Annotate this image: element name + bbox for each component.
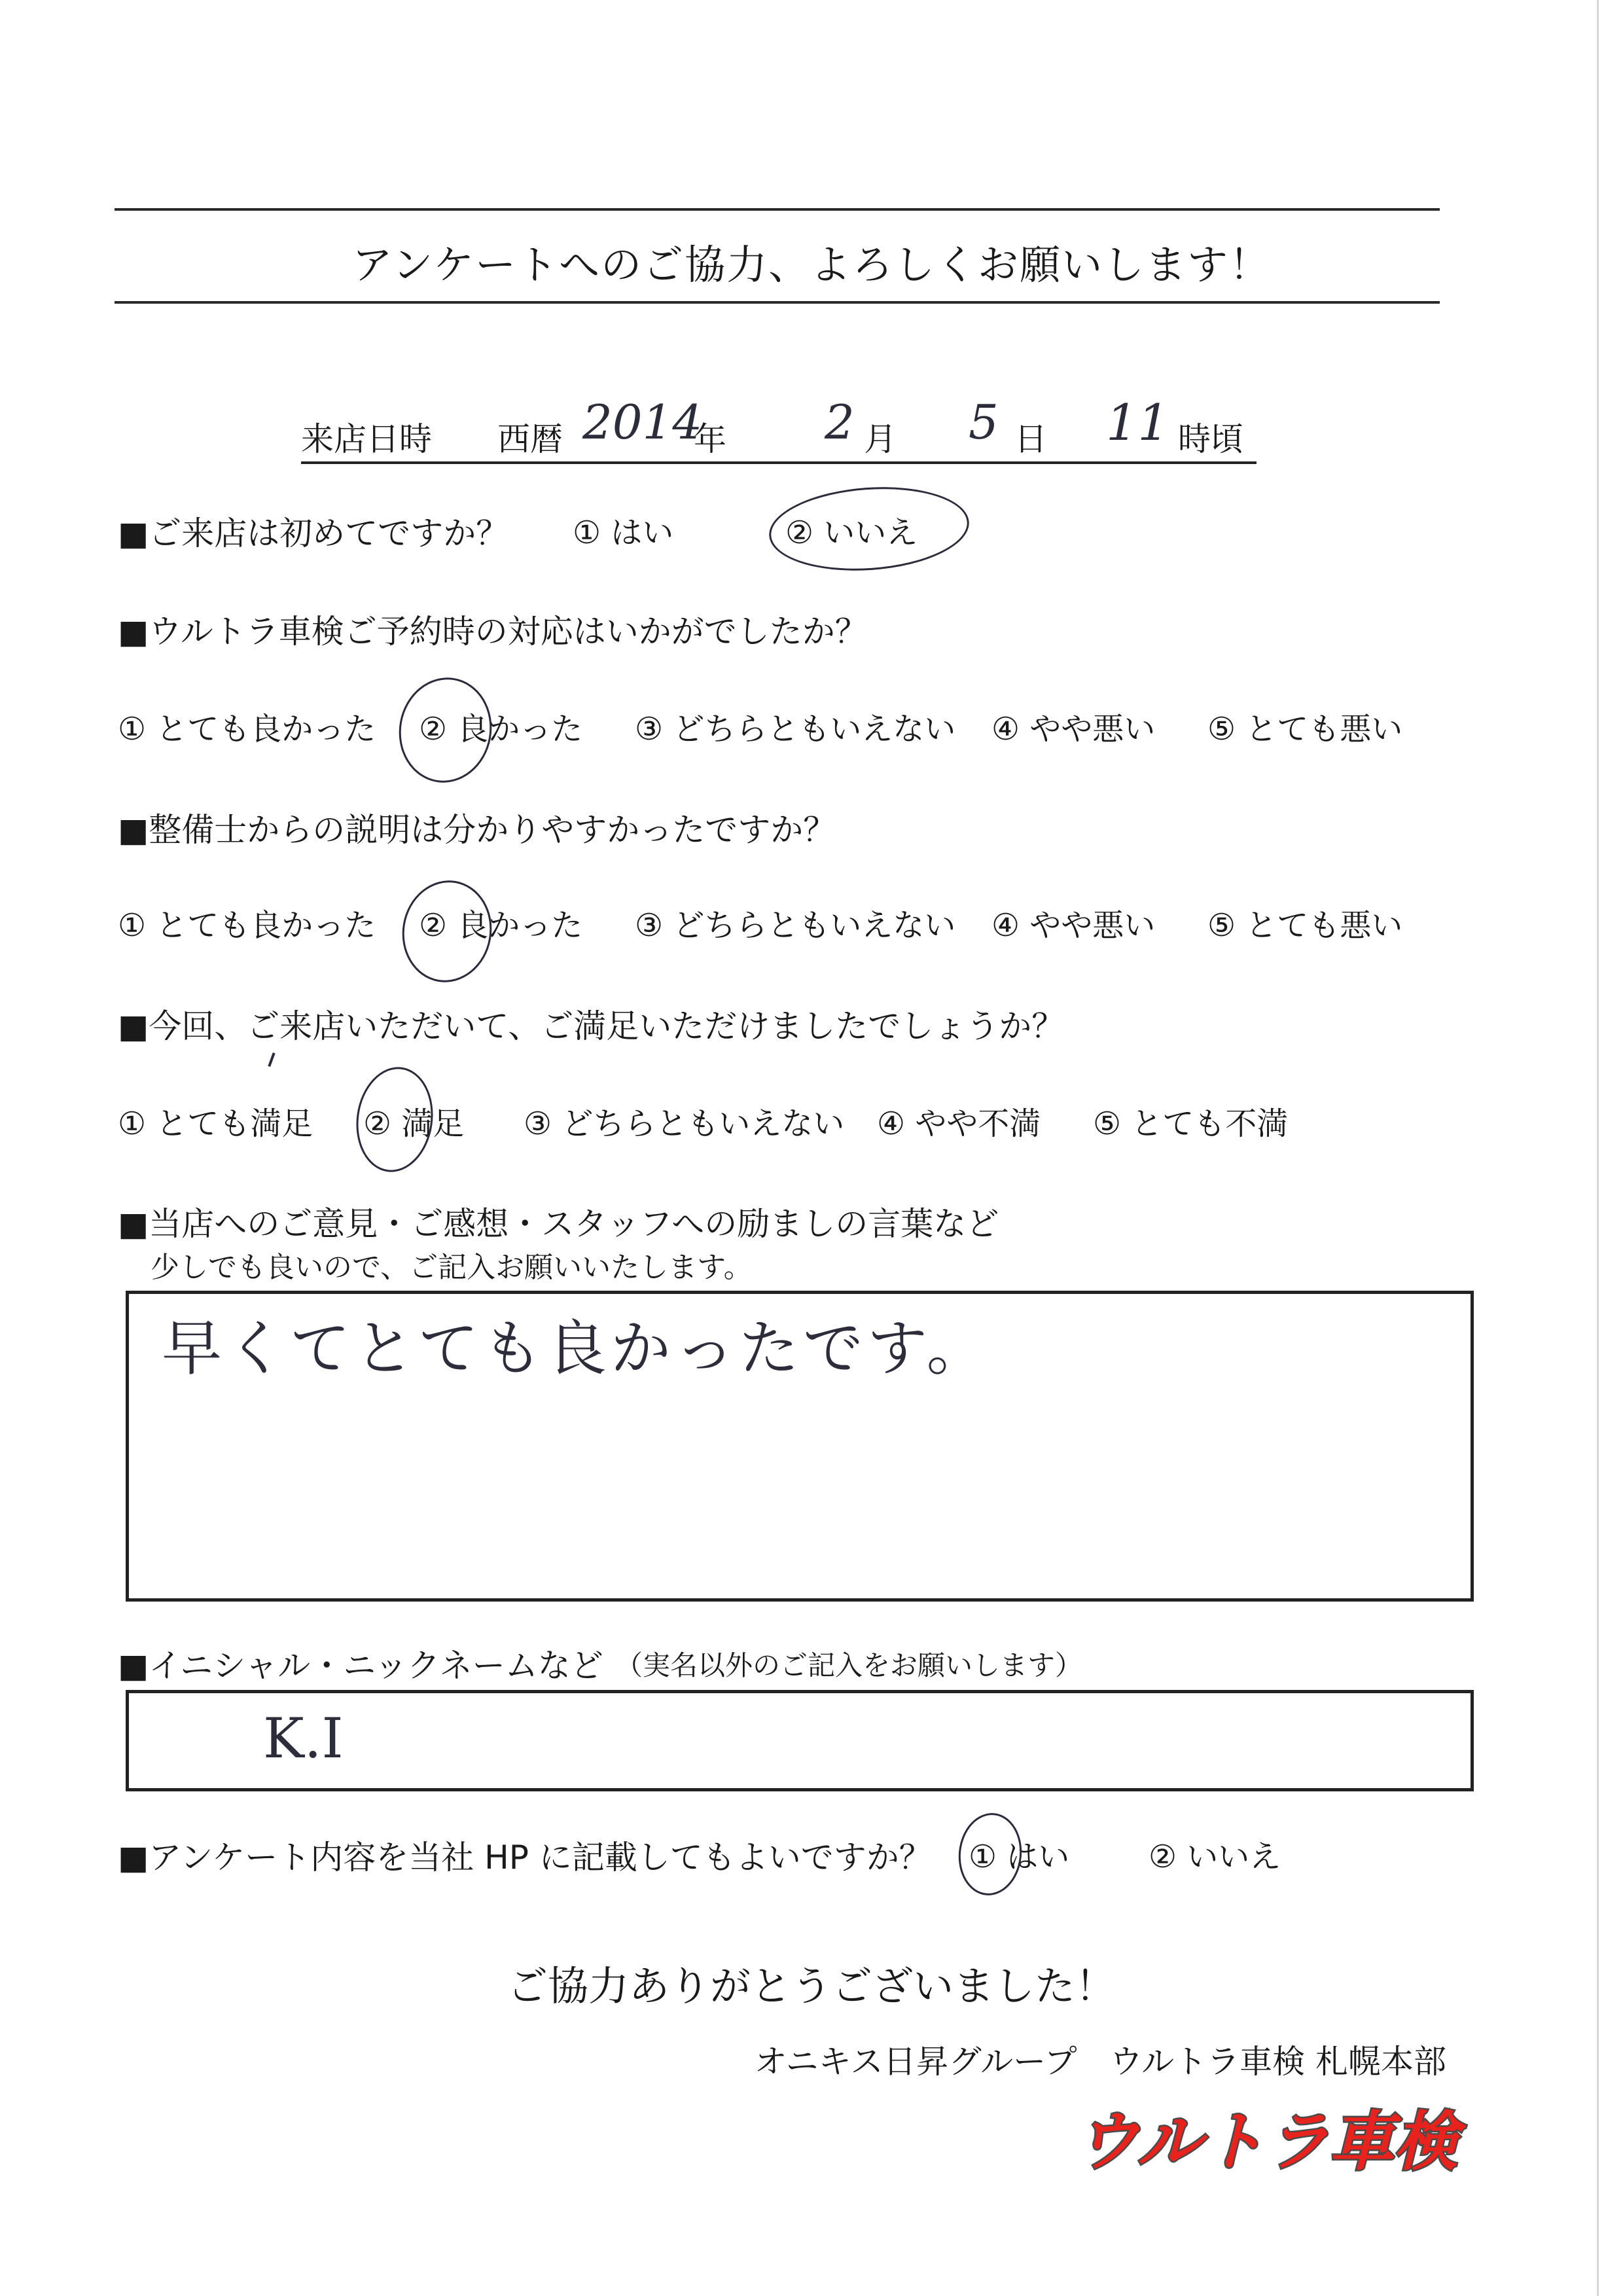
q2-option-4[interactable]: ④ やや悪い	[991, 711, 1156, 747]
publish-option-2[interactable]: ② いいえ	[1149, 1839, 1281, 1875]
q3-option-3[interactable]: ③ どちらともいえない	[635, 907, 956, 944]
visit-hour-unit: 時頃	[1178, 420, 1243, 458]
visit-date-row	[301, 393, 1257, 464]
thanks-text: ご協力ありがとうございました！	[507, 1962, 1116, 2010]
q1-option-1[interactable]: ① はい	[573, 514, 674, 551]
publish-question: ■アンケート内容を当社 HP に記載してもよいですか？	[118, 1839, 932, 1876]
q4-option-1[interactable]: ① とても満足	[118, 1105, 313, 1142]
q2-option-1[interactable]: ① とても良かった	[118, 711, 376, 747]
publish-option-1[interactable]: ① はい	[969, 1839, 1070, 1875]
header-top-rule	[115, 208, 1440, 211]
visit-year-unit: 年	[694, 420, 726, 458]
q4-option-4[interactable]: ④ やや不満	[877, 1105, 1041, 1142]
initials-note: （実名以外のご記入をお願いします）	[615, 1649, 1083, 1681]
q4-option-2[interactable]: ② 満足	[363, 1105, 465, 1142]
survey-title: アンケートへのご協力、よろしくお願いします！	[351, 241, 1272, 289]
q2-option-2[interactable]: ② 良かった	[419, 711, 583, 747]
visit-era: 西暦	[497, 420, 563, 458]
visit-year-field[interactable]: 2014	[582, 395, 703, 450]
q1-option-2[interactable]: ② いいえ	[785, 514, 918, 551]
q1-selection-circle	[766, 480, 972, 577]
scan-edge	[1597, 0, 1599, 2296]
q3-question: ■整備士からの説明は分かりやすかったですか？	[118, 811, 836, 849]
ultra-shaken-logo	[1075, 2101, 1458, 2179]
q2-option-5[interactable]: ⑤ とても悪い	[1207, 711, 1403, 747]
header-bottom-rule	[115, 301, 1440, 304]
comments-heading: ■当店へのご意見・ご感想・スタッフへの励ましの言葉など	[118, 1205, 999, 1243]
q4-option-3[interactable]: ③ どちらともいえない	[524, 1105, 845, 1142]
comments-handwritten: 早くてとても良かったです。	[162, 1314, 991, 1384]
initials-handwritten: K.I	[263, 1706, 344, 1770]
publish-selection-circle	[955, 1810, 1026, 1898]
q1-question: ■ご来店は初めてですか？	[118, 514, 509, 552]
visit-label: 来店日時	[301, 420, 432, 458]
visit-day-unit: 日	[1014, 420, 1047, 458]
q2-question: ■ウルトラ車検ご予約時の対応はいかがでしたか？	[118, 613, 868, 651]
visit-month-unit: 月	[864, 420, 897, 458]
visit-hour-field[interactable]: 11	[1106, 393, 1169, 452]
initials-heading: ■イニシャル・ニックネームなど	[118, 1647, 603, 1685]
q3-option-2[interactable]: ② 良かった	[419, 907, 583, 944]
company-name: オニキス日昇グループ ウルトラ車検 札幌本部	[754, 2043, 1446, 2081]
visit-day-field[interactable]: 5	[969, 395, 999, 450]
q3-option-1[interactable]: ① とても良かった	[118, 907, 376, 944]
q2-option-3[interactable]: ③ どちらともいえない	[635, 711, 956, 747]
visit-month-field[interactable]: 2	[825, 395, 855, 450]
q2-selection-circle	[391, 670, 500, 790]
q3-option-5[interactable]: ⑤ とても悪い	[1207, 907, 1403, 944]
q4-question: ■今回、ご来店いただいて、ご満足いただけましたでしょうか？	[118, 1007, 1065, 1045]
q4-option-5[interactable]: ⑤ とても不満	[1093, 1105, 1289, 1142]
q3-selection-circle	[394, 873, 499, 989]
logo-text: ウルトラ車検	[1075, 2105, 1458, 2179]
pen-mark	[268, 1052, 275, 1067]
q4-selection-circle	[349, 1062, 439, 1177]
q3-option-4[interactable]: ④ やや悪い	[991, 907, 1156, 944]
comments-subheading: 少しでも良いので、ご記入お願いいたします。	[151, 1251, 753, 1284]
comments-box[interactable]	[126, 1291, 1474, 1602]
initials-box[interactable]	[126, 1690, 1474, 1791]
